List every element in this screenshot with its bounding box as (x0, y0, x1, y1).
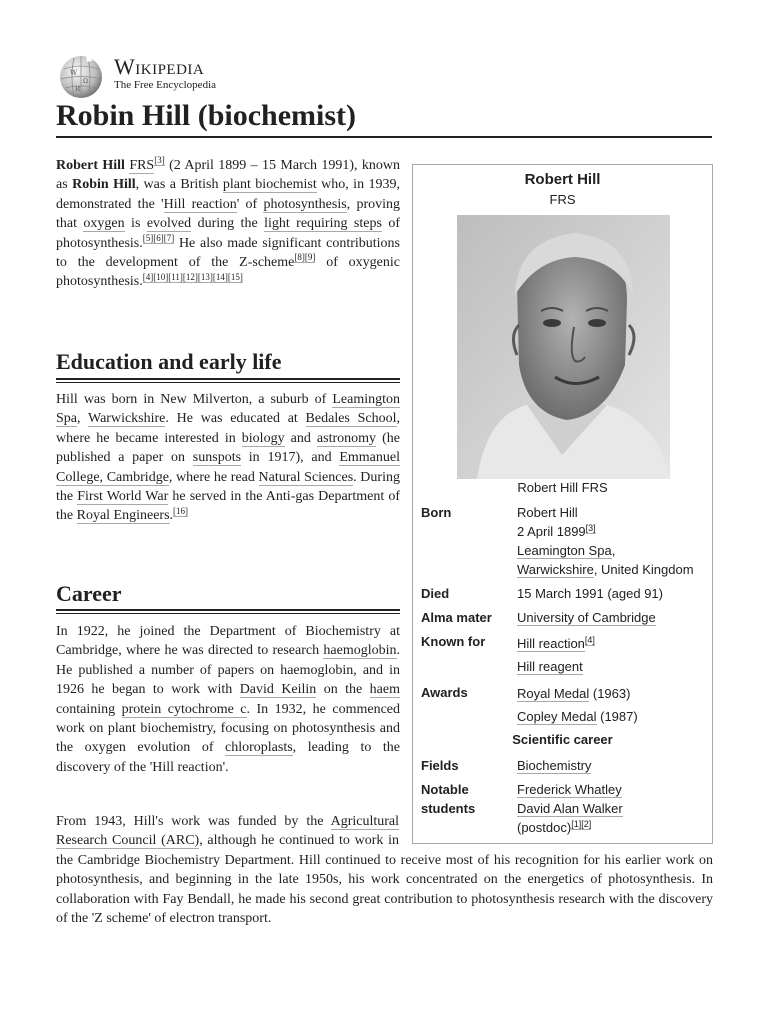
known-for-label: Known for (421, 634, 486, 649)
link-agricultural-research-council[interactable]: Agricultural Research Council (ARC) (56, 814, 399, 849)
citations-4-15[interactable]: [4][10][11][12][13][14][15] (142, 271, 243, 282)
citations-8-9[interactable]: [8][9] (294, 252, 316, 263)
died-value: 15 March 1991 (aged 91) (517, 586, 663, 601)
link-born-leamington-spa[interactable]: Leamington Spa (517, 543, 612, 558)
link-emmanuel-college[interactable]: Emmanuel College, Cambridge (56, 450, 400, 485)
svg-text:W: W (70, 69, 78, 77)
heading-education-rule (56, 378, 400, 383)
known-as-name: Robin Hill (72, 177, 136, 193)
link-chloroplasts[interactable]: chloroplasts (225, 740, 293, 756)
svg-text:Ω: Ω (83, 78, 88, 85)
infobox-title: Robert Hill (524, 171, 601, 188)
link-hill-reaction[interactable]: Hill reaction (163, 196, 237, 212)
link-haem[interactable]: haem (369, 682, 400, 698)
link-royal-engineers[interactable]: Royal Engineers (76, 508, 170, 524)
notable-students-label: Notable students (421, 782, 476, 816)
link-natural-sciences[interactable]: Natural Sciences (258, 469, 354, 485)
link-frederick-whatley[interactable]: Frederick Whatley (517, 782, 622, 797)
infobox-subtitle: FRS (549, 192, 576, 207)
link-royal-medal[interactable]: Royal Medal (517, 686, 590, 701)
link-haemoglobin[interactable]: haemoglobin (323, 643, 397, 659)
wordmark-tagline: The Free Encyclopedia (114, 79, 217, 91)
link-david-alan-walker[interactable]: David Alan Walker (517, 801, 623, 816)
born-date: 2 April 1899 (517, 524, 586, 539)
citations-5-6-7[interactable]: [5][6][7] (142, 232, 175, 243)
portrait-photo[interactable] (457, 215, 670, 479)
link-leamington-spa[interactable]: Leamington Spa (56, 392, 400, 427)
link-oxygen[interactable]: oxygen (83, 216, 125, 232)
page-title: Robin Hill (biochemist) (56, 99, 357, 132)
link-cytochrome-c[interactable]: protein cytochrome c (121, 701, 247, 717)
link-biology[interactable]: biology (241, 430, 285, 446)
heading-career-rule (56, 609, 400, 614)
frs-link[interactable]: FRS (129, 158, 155, 173)
born-name: Robert Hill (517, 505, 578, 520)
link-born-warwickshire[interactable]: Warwickshire (517, 562, 594, 577)
lead-paragraph: Robert Hill FRS[3] (2 April 1899 – 15 March 1991), known as Robin Hill, was a British plant biochemist who, in 1939, demonstrated the 'Hill reaction' of photosynthesis, proving that oxygen is evolved during the light requiring steps of photosynthesis.[5][6][7] He also made significant contributions to the development of the Z-scheme[8][9] of oxygenic photosynthesis.[4][10][11][12][13][14][15] (56, 155, 400, 290)
born-citation[interactable]: [3] (585, 522, 596, 533)
link-light-requiring-steps[interactable]: light requiring steps (264, 216, 382, 232)
svg-text:И: И (75, 86, 81, 93)
link-photosynthesis[interactable]: photosynthesis (263, 196, 347, 212)
heading-career: Career (56, 581, 122, 606)
infobox-row-fields (421, 756, 711, 776)
link-bedales-school[interactable]: Bedales School (305, 411, 397, 427)
link-david-keilin[interactable]: David Keilin (239, 682, 317, 698)
heading-education: Education and early life (56, 349, 282, 374)
subject-name: Robert Hill (56, 158, 125, 173)
wikipedia-globe-logo[interactable] (56, 53, 106, 99)
wordmark-name: Wikipedia (114, 54, 205, 79)
career-paragraph-2: From 1943, Hill's work was funded by the Agricultural Research Council (ARC), although he continued to work in the Cambridge Biochemistry Department. Hill continued to receive most of his recognition for his earlier work on photosynthesis, and beginning in the late 1950s, his work concentrated on the energetics of photosynthesis. In collaboration with Fay Bendall, he made his second great contribution to photosynthesis research with the discovery of the 'Z scheme' of electron transport. (56, 814, 713, 927)
citation-3[interactable]: [3] (154, 155, 165, 166)
infobox (412, 164, 713, 844)
photo-caption: Robert Hill FRS (517, 480, 608, 495)
z-scheme-term: Z-scheme (239, 255, 295, 271)
infobox-row-known-for (421, 632, 711, 676)
infobox-row-died (421, 584, 711, 604)
known-for-citation[interactable]: [4] (584, 634, 595, 645)
born-value: Robert Hill 2 April 1899[3] Leamington Spa, Warwickshire, United Kingdom (517, 503, 709, 579)
link-warwickshire[interactable]: Warwickshire (88, 411, 166, 427)
wikipedia-wordmark[interactable] (114, 54, 216, 91)
citation-16[interactable]: [16] (173, 505, 189, 516)
born-label: Born (421, 505, 452, 520)
infobox-row-alma-mater (421, 608, 711, 628)
alma-mater-label: Alma mater (421, 610, 492, 625)
link-hill-reagent[interactable]: Hill reagent (517, 659, 583, 674)
link-first-world-war[interactable]: First World War (77, 489, 169, 505)
infobox-row-born (421, 503, 711, 583)
link-astronomy[interactable]: astronomy (316, 430, 377, 446)
students-citations[interactable]: [1][2] (571, 818, 592, 829)
died-label: Died (421, 586, 450, 601)
fields-label: Fields (421, 758, 459, 773)
link-known-hill-reaction[interactable]: Hill reaction (517, 636, 585, 651)
title-divider (56, 136, 712, 138)
born-country: , United Kingdom (593, 562, 694, 577)
link-sunspots[interactable]: sunspots (192, 450, 242, 466)
infobox-row-awards: Awards Royal Medal (1963) Copley Medal (1987) (421, 685, 638, 724)
link-plant-biochemist[interactable]: plant biochemist (222, 177, 317, 193)
awards-label: Awards (421, 685, 468, 700)
infobox-row-notable-students (421, 780, 711, 840)
link-copley-medal[interactable]: Copley Medal (517, 709, 597, 724)
link-university-of-cambridge[interactable]: University of Cambridge (517, 610, 656, 625)
postdoc-note: (postdoc) (517, 820, 572, 835)
link-biochemistry[interactable]: Biochemistry (517, 758, 592, 773)
education-paragraph: Hill was born in New Milverton, a suburb of Leamington Spa, Warwickshire. He was educated at Bedales School, where he became interested in biology and astronomy (he published a paper on sunspots in 1917), and Emmanuel College, Cambridge, where he read Natural Sciences. During the First World War he served in the Anti-gas Department of the Royal Engineers.[16] (56, 392, 400, 524)
link-evolved[interactable]: evolved (146, 216, 192, 232)
career-paragraph-1: In 1922, he joined the Department of Biochemistry at Cambridge, where he was directed to research haemoglobin. He published a number of papers on haemoglobin, and in 1926 he began to work with David Keilin on the haem containing protein cytochrome c. In 1932, he commenced work on plant biochemistry, focusing on photosynthesis and the oxygen evolution of chloroplasts, leading to the discovery of the 'Hill reaction'. (56, 624, 400, 775)
scientific-career-heading: Scientific career (512, 732, 613, 747)
